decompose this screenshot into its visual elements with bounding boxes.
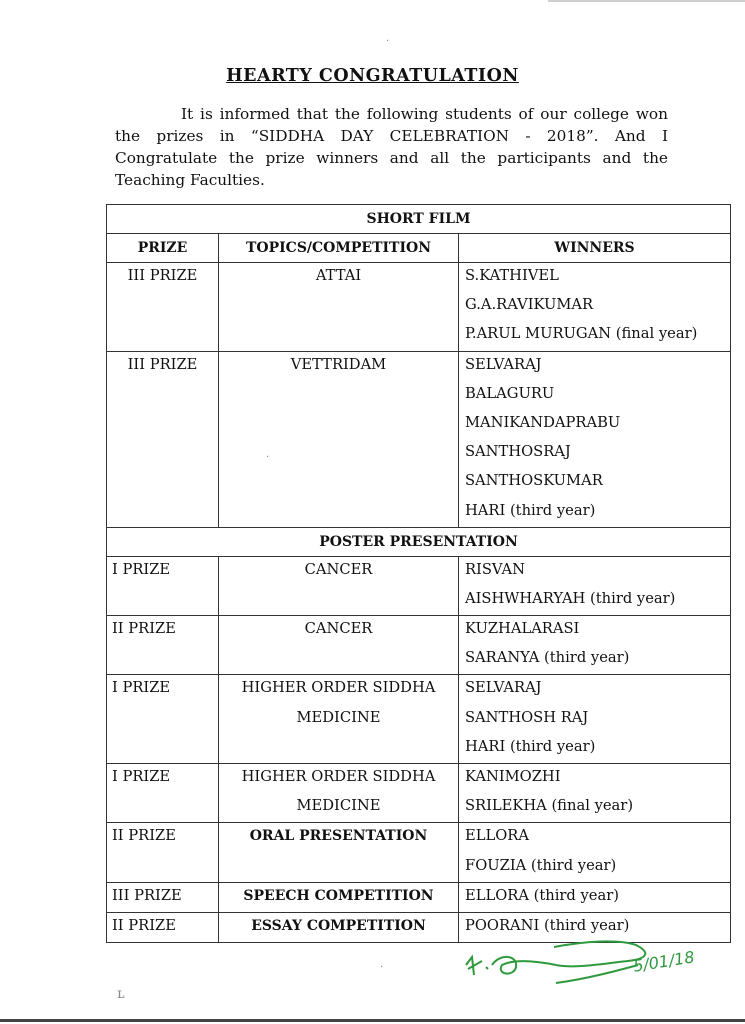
winners-cell-line: SANTHOSKUMAR xyxy=(465,472,603,490)
topic-cell-line: ATTAI xyxy=(315,267,362,284)
winners-cell-line: SANTHOSH RAJ xyxy=(465,708,589,726)
topic-cell-line: VETTRIDAM xyxy=(290,355,387,373)
table-row xyxy=(107,263,731,352)
winners-cell-line: AISHWHARYAH (third year) xyxy=(465,589,676,607)
intro-paragraph: It is informed that the following students of our college won the prizes in “SIDDHA DAY CELEBRATION - 2018”. And I Congratulate the prize winners and all the participants and the Teaching Faculties. xyxy=(115,105,668,189)
prize-cell xyxy=(107,351,219,527)
prize-label: II PRIZE xyxy=(112,620,176,638)
prize-cell xyxy=(107,912,219,942)
winners-cell-line: FOUZIA (third year) xyxy=(465,856,617,874)
winners-cell-line: SELVARAJ xyxy=(465,355,542,373)
prize-cell xyxy=(107,764,219,823)
topic-cell-line: MEDICINE xyxy=(296,708,381,726)
prize-cell xyxy=(107,675,219,764)
winners-cell xyxy=(459,616,731,675)
column-header: PRIZE xyxy=(107,234,219,263)
winners-cell-line: BALAGURU xyxy=(465,384,555,402)
topic-cell xyxy=(219,823,459,882)
prize-cell xyxy=(107,823,219,882)
prize-cell xyxy=(107,616,219,675)
winners-cell xyxy=(459,675,731,764)
prize-cell xyxy=(107,263,219,352)
table-row xyxy=(107,823,731,882)
scan-edge-line xyxy=(548,0,745,2)
topic-cell xyxy=(219,616,459,675)
prize-cell xyxy=(107,882,219,912)
winners-cell xyxy=(459,263,731,352)
winners-cell xyxy=(459,882,731,912)
topic-cell-line: HIGHER ORDER SIDDHA xyxy=(241,768,436,785)
winners-cell-line: G.A.RAVIKUMAR xyxy=(465,296,594,314)
topic-cell-line: HIGHER ORDER SIDDHA xyxy=(241,679,436,697)
winners-cell-line: ELLORA xyxy=(465,827,529,845)
prize-table xyxy=(106,204,731,943)
table-row xyxy=(107,675,731,764)
prize-label: II PRIZE xyxy=(112,916,176,934)
topic-cell xyxy=(219,764,459,823)
prize-label: I PRIZE xyxy=(112,768,171,785)
column-header: WINNERS xyxy=(459,234,731,263)
winners-cell-line: S.KATHIVEL xyxy=(465,267,559,284)
column-header-row xyxy=(107,234,731,263)
winners-cell xyxy=(459,823,731,882)
poster-presentation-heading: POSTER PRESENTATION xyxy=(107,527,731,556)
scan-speck: ʟ xyxy=(117,986,125,1002)
topic-cell xyxy=(219,556,459,615)
winners-cell-line: SANTHOSRAJ xyxy=(465,443,571,461)
winners-cell-line: SRILEKHA (final year) xyxy=(465,797,634,815)
scan-speck: · xyxy=(380,962,384,973)
prize-cell xyxy=(107,556,219,615)
winners-cell-line: ELLORA (third year) xyxy=(465,886,619,904)
table-row xyxy=(107,764,731,823)
winners-cell-line: P.ARUL MURUGAN (final year) xyxy=(465,325,698,343)
column-header: TOPICS/COMPETITION xyxy=(219,234,459,263)
topic-cell xyxy=(219,912,459,942)
winners-cell xyxy=(459,351,731,527)
winners-cell-line: HARI (third year) xyxy=(465,501,596,519)
short-film-heading: SHORT FILM xyxy=(107,205,731,234)
topic-cell-line: ESSAY COMPETITION xyxy=(251,917,426,934)
poster-presentation-row xyxy=(107,527,731,556)
winners-cell xyxy=(459,556,731,615)
scan-speck: · xyxy=(386,36,390,47)
winners-cell-line: POORANI (third year) xyxy=(465,916,630,934)
topic-cell xyxy=(219,351,459,527)
winners-cell-line: SELVARAJ xyxy=(465,679,542,697)
prize-label: I PRIZE xyxy=(112,679,171,697)
winners-cell-line: KANIMOZHI xyxy=(465,768,561,785)
table-row xyxy=(107,351,731,527)
short-film-row xyxy=(107,205,731,234)
scan-edge-line xyxy=(0,1019,745,1022)
prize-label: III PRIZE xyxy=(127,267,198,284)
prize-label: III PRIZE xyxy=(112,886,182,904)
winners-cell-line: SARANYA (third year) xyxy=(465,649,630,667)
signature-date: 5/01/18 xyxy=(631,947,696,976)
prize-label: I PRIZE xyxy=(112,560,171,578)
table-row xyxy=(107,556,731,615)
winners-cell xyxy=(459,764,731,823)
topic-cell-line: MEDICINE xyxy=(296,797,381,815)
topic-cell-line: ORAL PRESENTATION xyxy=(249,828,428,845)
prize-label: II PRIZE xyxy=(112,827,176,845)
prize-label: III PRIZE xyxy=(127,355,198,373)
topic-cell-line: SPEECH COMPETITION xyxy=(243,887,434,904)
scan-speck: · xyxy=(266,452,270,463)
topic-cell-line: CANCER xyxy=(304,560,373,578)
topic-cell-line: CANCER xyxy=(304,620,373,638)
topic-cell xyxy=(219,675,459,764)
winners-cell-line: RISVAN xyxy=(465,560,525,578)
topic-cell xyxy=(219,263,459,352)
table-row xyxy=(107,882,731,912)
page-title: HEARTY CONGRATULATION xyxy=(226,66,519,86)
topic-cell xyxy=(219,882,459,912)
winners-cell-line: HARI (third year) xyxy=(465,737,596,755)
winners-cell-line: KUZHALARASI xyxy=(465,620,580,638)
table-row xyxy=(107,616,731,675)
winners-cell-line: MANIKANDAPRABU xyxy=(465,413,621,431)
